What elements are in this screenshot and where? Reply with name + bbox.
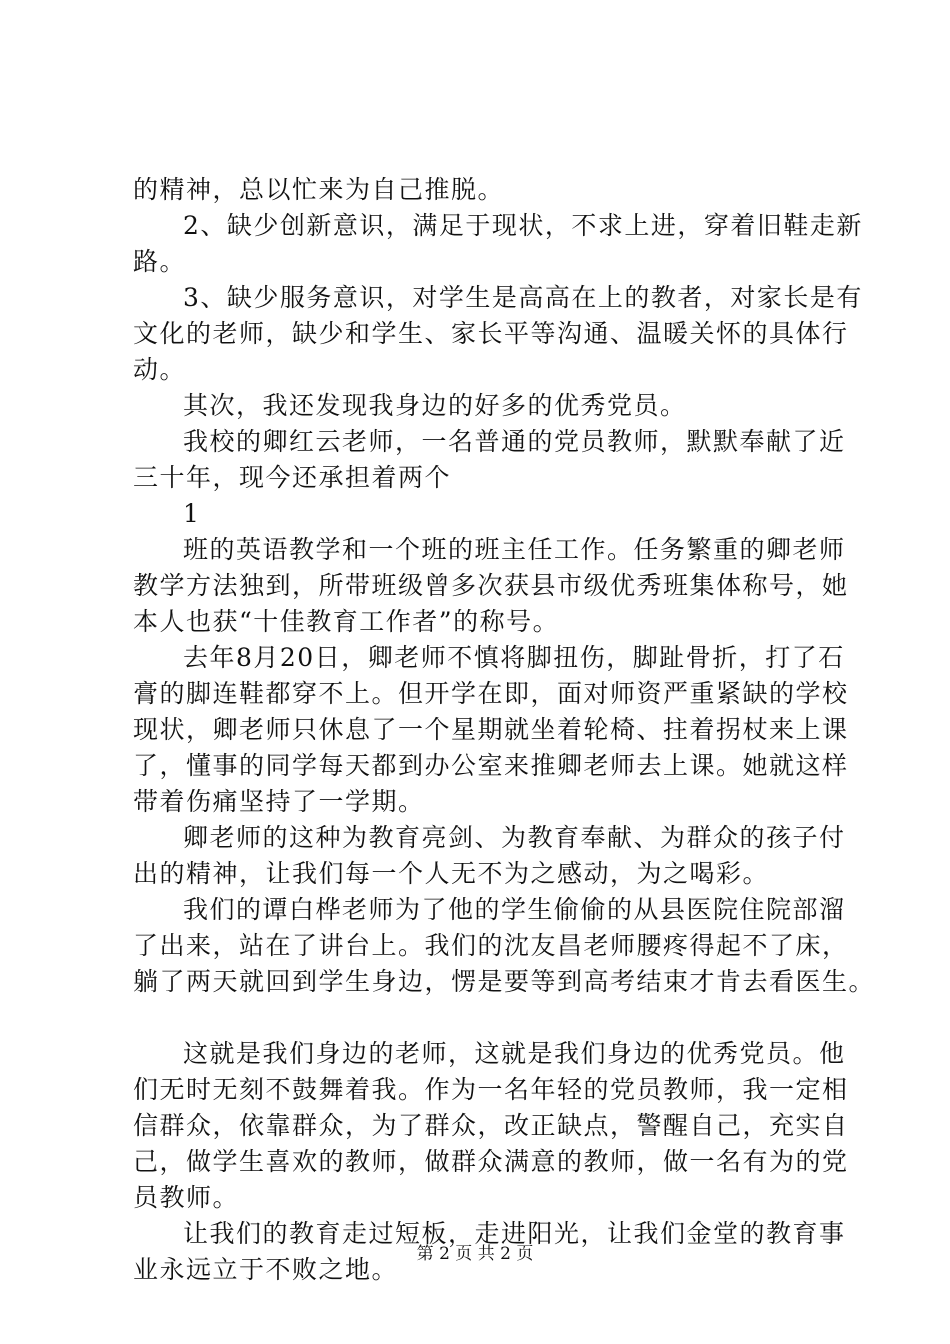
text-line: 们无时无刻不鼓舞着我。作为一名年轻的党员教师，我一定相 [133,1075,849,1104]
text-line: 班的英语教学和一个班的班主任工作。任务繁重的卿老师 [183,535,846,564]
text-line: 信群众，依靠群众，为了群众，改正缺点，警醒自己，充实自 [133,1111,849,1140]
text-line: 出的精神，让我们每一个人无不为之感动，为之喝彩。 [133,859,770,888]
text-line: 员教师。 [133,1183,240,1212]
text-line: 2、缺少创新意识，满足于现状，不求上进，穿着旧鞋走新 [183,211,863,240]
text-line: 了，懂事的同学每天都到办公室来推卿老师去上课。她就这样 [133,751,849,780]
text-line: 这就是我们身边的老师，这就是我们身边的优秀党员。他 [183,1039,846,1068]
text-line: 让我们的教育走过短板，走进阳光，让我们金堂的教育事 [183,1219,846,1248]
text-line: 现状，卿老师只休息了一个星期就坐着轮椅、拄着拐杖来上课 [133,715,849,744]
document-body [133,172,876,1288]
text-line: 其次，我还发现我身边的好多的优秀党员。 [183,391,687,420]
text-line: 教学方法独到，所带班级曾多次获县市级优秀班集体称号，她 [133,571,849,600]
text-line: 三十年，现今还承担着两个 [133,463,452,492]
text-line: 我们的谭白桦老师为了他的学生偷偷的从县医院住院部溜 [183,895,846,924]
text-line: 路。 [133,247,187,276]
text-line: 己，做学生喜欢的教师，做群众满意的教师，做一名有为的党 [133,1147,849,1176]
text-line: 动。 [133,355,187,384]
page-footer: 第 2 页 共 2 页 [416,1244,534,1264]
text-line: 文化的老师，缺少和学生、家长平等沟通、温暖关怀的具体行 [133,319,849,348]
text-line: 去年8月20日，卿老师不慎将脚扭伤，脚趾骨折，打了石 [183,643,845,672]
text-line: 我校的卿红云老师，一名普通的党员教师，默默奉献了近 [183,427,846,456]
page-number-inline: 1 [183,499,201,528]
text-line: 本人也获“十佳教育工作者”的称号。 [133,607,560,636]
text-line: 3、缺少服务意识，对学生是高高在上的教者，对家长是有 [183,283,863,312]
text-line: 膏的脚连鞋都穿不上。但开学在即，面对师资严重紧缺的学校 [133,679,849,708]
text-line: 的精神，总以忙来为自己推脱。 [133,175,505,204]
text-line: 带着伤痛坚持了一学期。 [133,787,425,816]
text-line: 了出来，站在了讲台上。我们的沈友昌老师腰疼得起不了床， [133,931,849,960]
text-line: 卿老师的这种为教育亮剑、为教育奉献、为群众的孩子付 [183,823,846,852]
text-line: 业永远立于不败之地。 [133,1255,399,1284]
text-line: 躺了两天就回到学生身边，愣是要等到高考结束才肯去看医生。 [133,967,876,996]
paragraph-gap [133,1000,833,1036]
